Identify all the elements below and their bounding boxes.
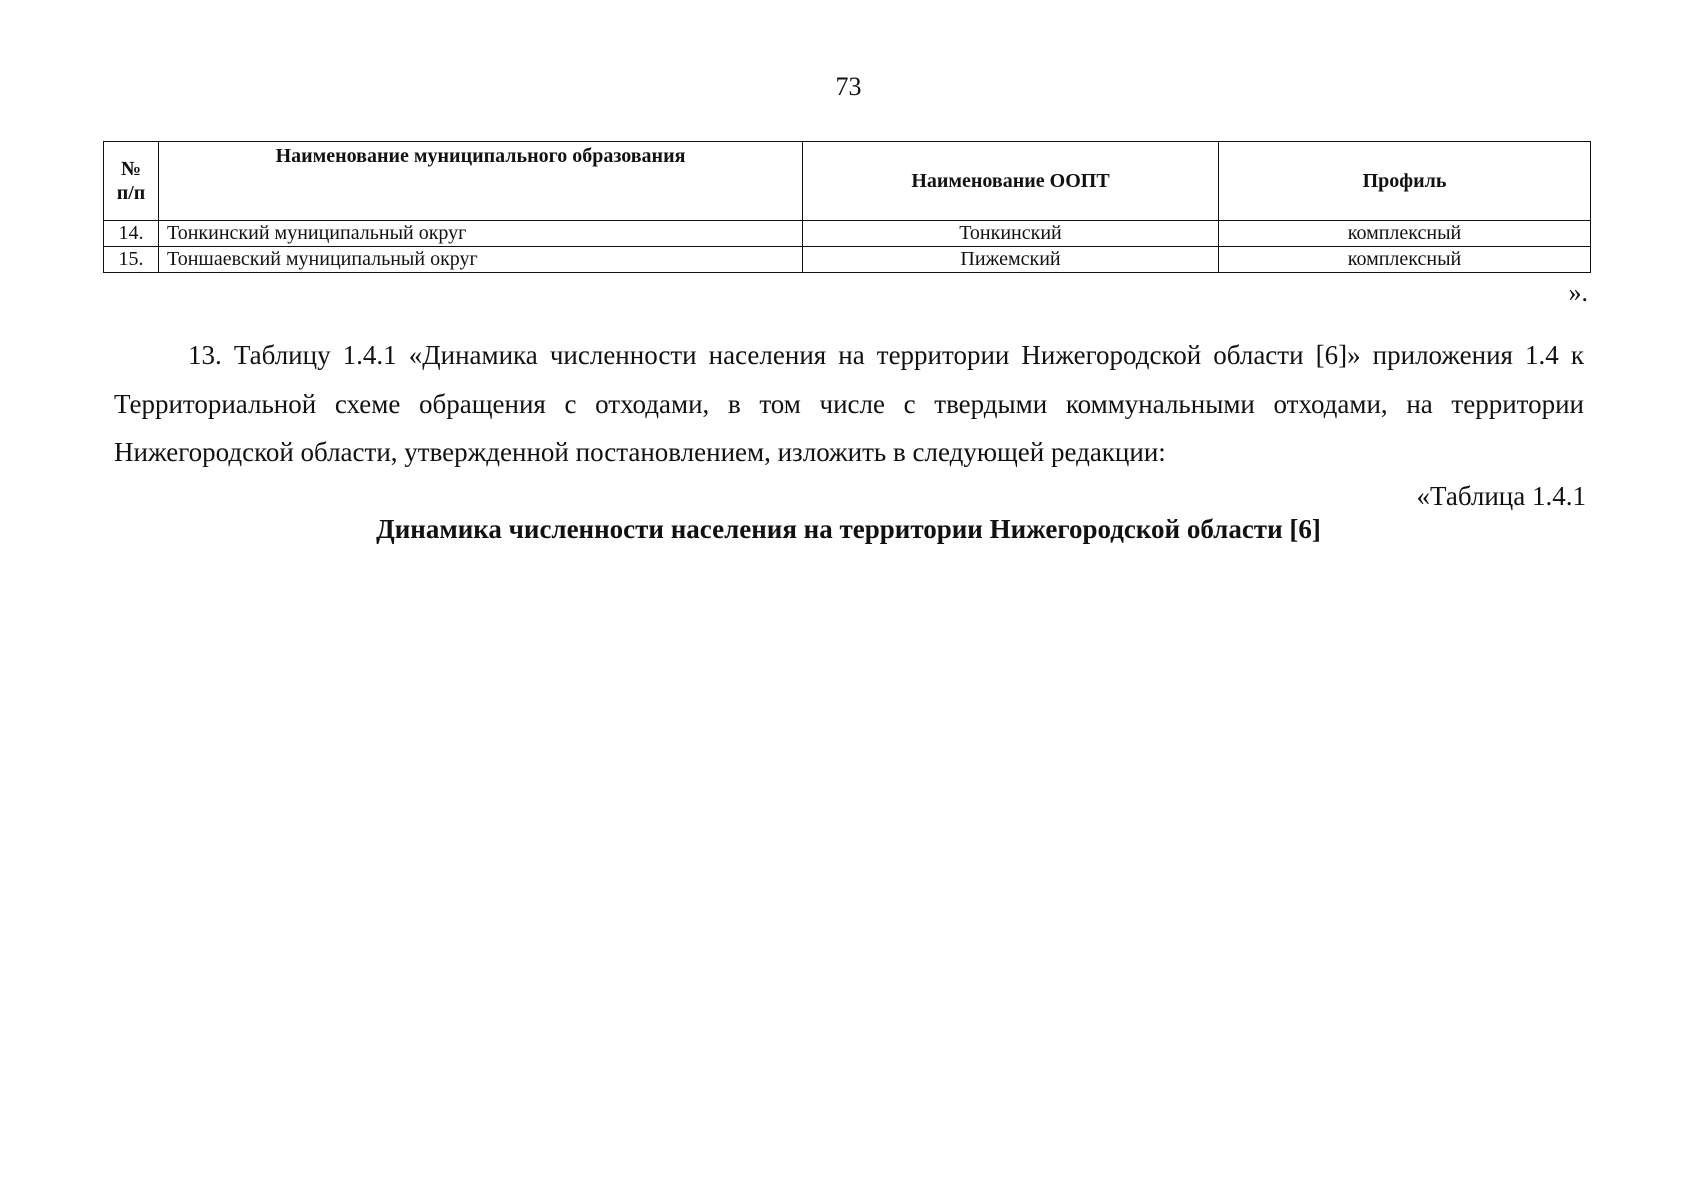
header-oopt: Наименование ООПТ (803, 142, 1219, 221)
header-num-line2: п/п (116, 182, 146, 204)
header-municipality: Наименование муниципального образования (159, 142, 803, 221)
cell-municipality: Тоншаевский муниципальный округ (159, 247, 803, 273)
closing-quote: ». (1568, 278, 1588, 307)
cell-municipality: Тонкинский муниципальный округ (159, 221, 803, 247)
cell-profile: комплексный (1219, 221, 1591, 247)
table-row (104, 221, 1591, 247)
oopt-table (103, 141, 1591, 273)
table-header-row (104, 142, 1591, 221)
cell-oopt: Пижемский (803, 247, 1219, 273)
cell-profile: комплексный (1219, 247, 1591, 273)
amendment-paragraph: 13. Таблицу 1.4.1 «Динамика численности населения на территории Нижегородской области [6]» приложения 1.4 к Территориальной схеме обращения с отходами, в том числе с твердыми коммунальными отходами, на территории Нижегородской области, утвержденной постановлением, изложить в следующей редакции: (114, 340, 1584, 467)
table-title: Динамика численности населения на территории Нижегородской области [6] (376, 514, 1321, 544)
header-num-line1: № (120, 158, 142, 180)
header-num (104, 142, 159, 221)
table-row (104, 247, 1591, 273)
header-profile: Профиль (1219, 142, 1591, 221)
cell-num: 15. (104, 247, 159, 273)
cell-oopt: Тонкинский (803, 221, 1219, 247)
page-number: 73 (835, 72, 862, 101)
cell-num: 14. (104, 221, 159, 247)
table-caption-label: «Таблица 1.4.1 (1416, 481, 1586, 511)
